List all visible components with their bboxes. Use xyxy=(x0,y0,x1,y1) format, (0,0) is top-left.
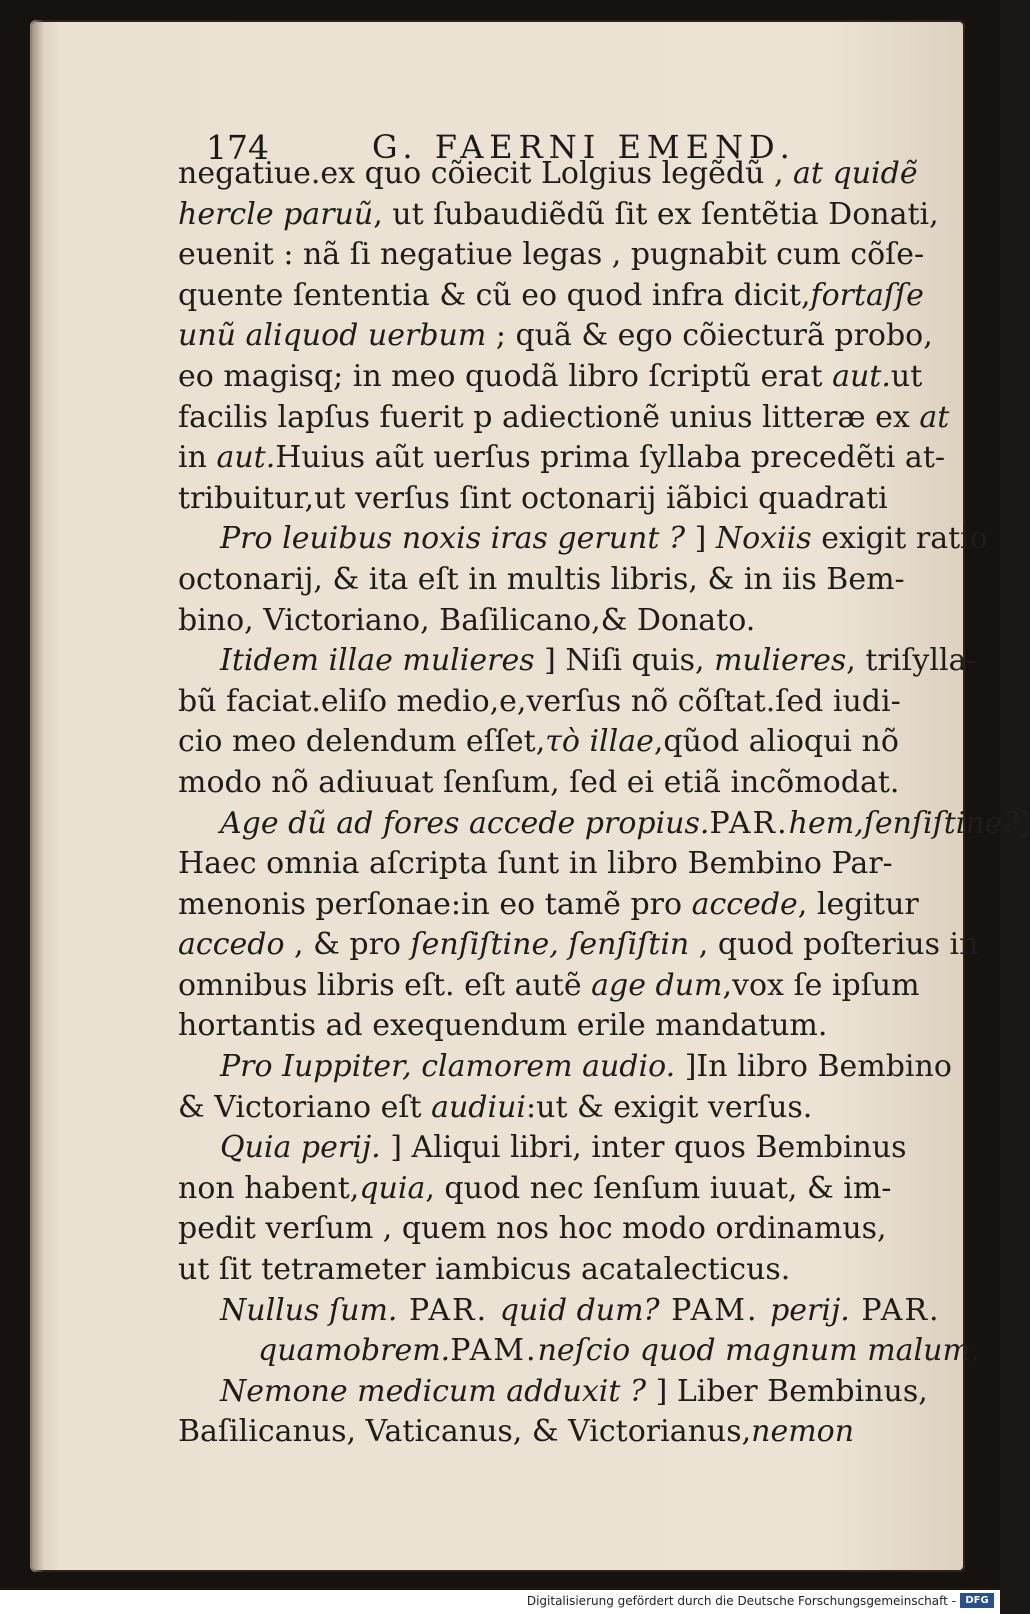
italic-segment: at xyxy=(919,399,950,435)
italic-segment: accede xyxy=(691,886,798,922)
text-line xyxy=(178,1047,952,1088)
italic-segment: Nullus ſum. xyxy=(220,1292,398,1328)
text-segment: ut xyxy=(890,358,923,394)
text-line xyxy=(178,1209,890,1250)
text-segment: octonarij, & ita eſt in multis libris, & in iis Bem- xyxy=(178,561,905,597)
text-segment: ] Niſi quis, xyxy=(534,643,715,679)
text-segment: menonis perſonae:in eo tamẽ pro xyxy=(178,886,692,922)
text-segment: :ut & exigit verſus. xyxy=(526,1089,813,1125)
text-line xyxy=(178,1128,907,1169)
italic-segment: hem,ſenſiſtine? xyxy=(788,805,1019,841)
text-segment: ] Liber Bembinus, xyxy=(646,1373,928,1409)
text-line xyxy=(178,316,933,357)
italic-segment: mulieres xyxy=(714,643,847,679)
text-line xyxy=(178,1169,890,1210)
text-segment: ]In libro Bembino xyxy=(675,1049,952,1085)
text-line xyxy=(178,235,925,276)
text-segment: , & pro xyxy=(284,927,411,963)
text-line xyxy=(178,1291,941,1332)
italic-segment: quid dum? xyxy=(499,1292,660,1328)
text-segment: ; quã & ego cõiecturã probo, xyxy=(486,318,933,354)
italic-segment: Nemone medicum adduxit ? xyxy=(220,1373,647,1409)
dfg-logo: DFG xyxy=(960,1593,994,1608)
italic-segment: Quia perij. xyxy=(220,1130,381,1166)
text-segment: ,qũod alioqui nõ xyxy=(653,724,899,760)
text-segment: & Victoriano eſt xyxy=(178,1089,432,1125)
text-line xyxy=(178,966,920,1007)
text-line xyxy=(178,722,899,763)
text-line xyxy=(178,276,924,317)
funding-credit: Digitalisierung gefördert durch die Deutsche Forschungsgemeinschaft - xyxy=(526,1594,956,1608)
text-segment: ] Aliqui libri, inter quos Bembinus xyxy=(380,1130,907,1166)
text-segment: bũ faciat.eliſo medio,e,verſus nõ cõſtat.ſed iudi- xyxy=(178,683,901,719)
text-line xyxy=(178,682,901,723)
page-number: 174 xyxy=(206,128,269,167)
text-line xyxy=(178,438,946,479)
italic-segment: ſenſiſtine, ſenſiſtin xyxy=(410,927,690,963)
italic-segment: neſcio quod magnum malum. xyxy=(537,1333,981,1369)
italic-segment: Age dũ ad fores accede propius. xyxy=(220,805,710,841)
text-line xyxy=(178,479,890,520)
text-segment: , legitur xyxy=(797,886,919,922)
text-line xyxy=(178,925,979,966)
text-segment: , quod poſterius in xyxy=(689,927,979,963)
text-segment: , quod nec ſenſum iuuat, & im- xyxy=(425,1170,892,1206)
text-segment: euenit : nã ſi negatiue legas , pugnabit cum cõſe- xyxy=(178,237,925,273)
italic-segment: quia xyxy=(359,1170,426,1206)
text-line xyxy=(178,885,919,926)
text-line xyxy=(178,195,939,236)
page-text xyxy=(178,154,1030,1453)
text-line xyxy=(178,398,950,439)
text-segment: quente ſententia & cũ eo quod infra dicit, xyxy=(178,277,811,313)
text-segment: , triſylla- xyxy=(846,643,977,679)
italic-segment: at quidẽ xyxy=(793,156,918,191)
italic-segment: Pro Iuppiter, clamorem audio. xyxy=(220,1049,676,1085)
text-segment: cio meo delendum eſſet, xyxy=(178,724,546,760)
text-segment: ut ſit tetrameter iambicus acatalecticus. xyxy=(178,1252,791,1288)
text-segment: modo nõ adiuuat ſenſum, ſed ei etiã incõmodat. xyxy=(178,764,900,800)
text-segment: , ut ſubaudiẽdũ ſit ex ſentẽtia Donati, xyxy=(373,196,939,232)
italic-segment: quamobrem. xyxy=(258,1333,451,1369)
speaker-label: PAR. xyxy=(709,805,789,841)
italic-segment: nemon xyxy=(751,1414,855,1450)
speaker-label: PAR. xyxy=(397,1292,500,1328)
italic-segment: accedo xyxy=(178,927,285,963)
italic-segment: unũ aliquod uerbum xyxy=(178,318,487,354)
text-line xyxy=(178,804,1030,845)
text-segment: omnibus libris eſt. eſt autẽ xyxy=(178,967,592,1003)
speaker-label: PAM. xyxy=(659,1292,771,1328)
text-line xyxy=(178,1412,890,1453)
italic-segment: Itidem illae mulieres xyxy=(220,643,535,679)
italic-segment: fortaſſe xyxy=(810,277,924,313)
text-segment: Huius aũt uerſus prima ſyllaba precedẽti at- xyxy=(275,440,946,476)
text-segment: ] xyxy=(685,521,716,557)
text-segment: hortantis ad exequendum erile mandatum. xyxy=(178,1008,828,1044)
text-segment: ] xyxy=(1018,805,1030,841)
text-segment: bino, Victoriano, Baſilicano,& Donato. xyxy=(178,602,756,638)
italic-segment: perij. xyxy=(770,1292,850,1328)
text-segment: exigit ratio xyxy=(811,521,988,557)
italic-segment: aut. xyxy=(216,440,276,476)
italic-segment: τὸ illae xyxy=(545,724,654,760)
text-line xyxy=(178,1331,981,1372)
text-line xyxy=(178,601,890,642)
text-segment: facilis lapſus fuerit p adiectionẽ unius litteræ ex xyxy=(178,399,920,435)
italic-segment: audiui xyxy=(431,1089,527,1125)
text-segment: Haec omnia aſcripta ſunt in libro Bembino Par- xyxy=(178,846,893,882)
text-line xyxy=(178,1088,890,1129)
text-segment: negatiue.ex quo cõiecit Lolgius legẽdũ , xyxy=(178,156,794,191)
italic-segment: Pro leuibus noxis iras gerunt ? xyxy=(220,521,686,557)
text-segment: ,vox ſe ipſum xyxy=(722,967,920,1003)
text-line xyxy=(178,844,893,885)
italic-segment: hercle paruũ xyxy=(178,196,374,232)
digitization-footer xyxy=(0,1590,1000,1614)
italic-segment: aut. xyxy=(832,358,891,394)
text-line xyxy=(178,763,900,804)
running-title: G. FAERNI EMEND. xyxy=(372,128,796,166)
text-segment: tribuitur,ut verſus ſint octonarij iãbici quadrati xyxy=(178,480,888,516)
text-segment: in xyxy=(178,440,217,476)
text-line xyxy=(178,357,923,398)
text-line xyxy=(178,1372,928,1413)
speaker-label: PAM. xyxy=(450,1333,538,1369)
text-line xyxy=(178,1250,890,1291)
text-line xyxy=(178,560,905,601)
text-segment: pedit verſum , quem nos hoc modo ordinamus, xyxy=(178,1211,887,1247)
text-line xyxy=(178,641,977,682)
text-line xyxy=(178,1006,890,1047)
italic-segment: Noxiis xyxy=(715,521,812,557)
text-segment: non habent, xyxy=(178,1170,360,1206)
speaker-label: PAR. xyxy=(849,1292,941,1328)
italic-segment: age dum xyxy=(591,967,723,1003)
text-line xyxy=(178,154,918,195)
text-segment: Baſilicanus, Vaticanus, & Victorianus, xyxy=(178,1414,752,1450)
text-segment: eo magisq; in meo quodã libro ſcriptũ erat xyxy=(178,358,833,394)
text-line xyxy=(178,519,988,560)
